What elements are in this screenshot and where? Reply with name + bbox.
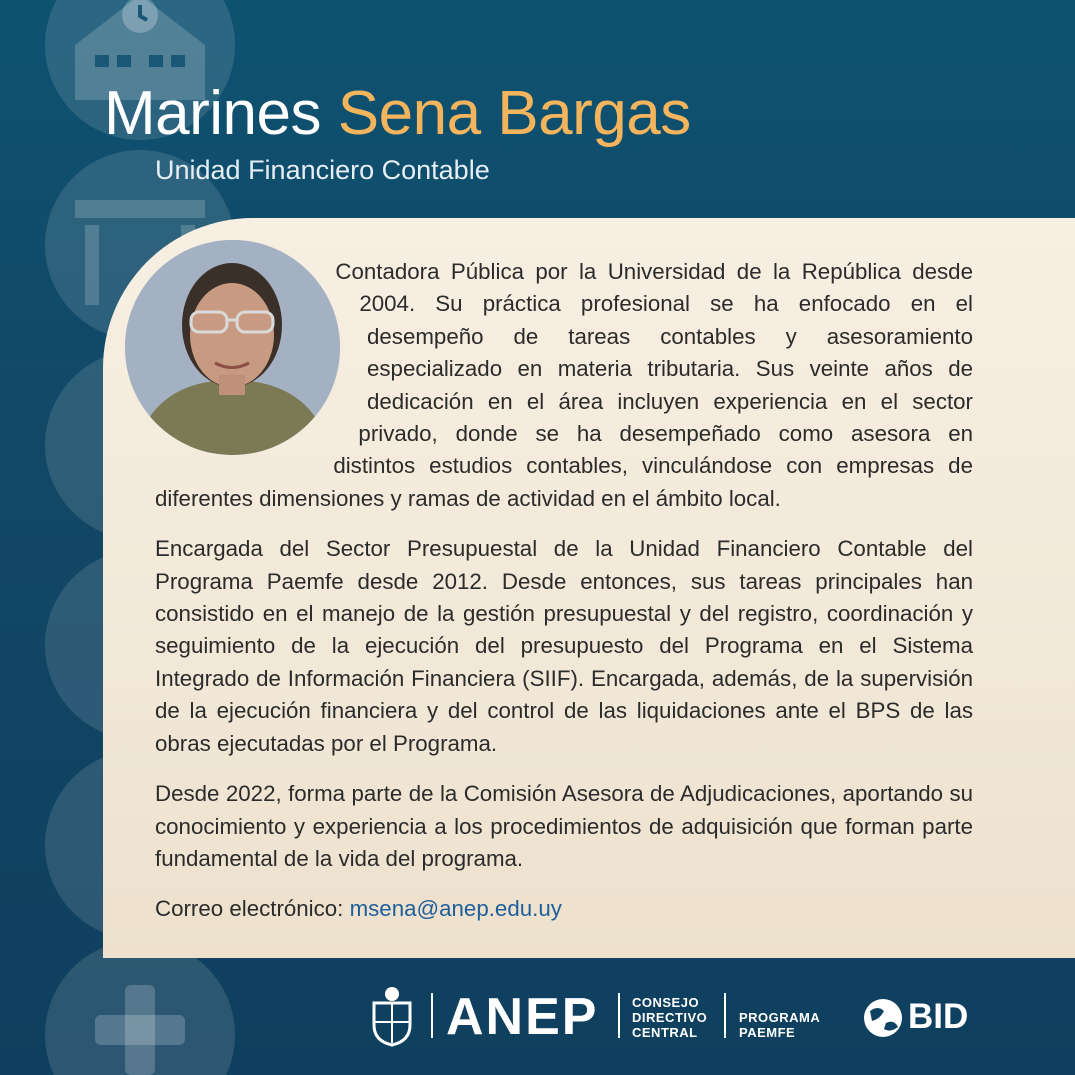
consejo-logo-text [632,995,707,1040]
bid-logo: BID [908,997,969,1036]
consejo-line-3: CENTRAL [632,1025,698,1040]
name-accent: Sena Bargas [337,79,691,148]
person-name [104,78,691,149]
unit-subtitle: Unidad Financiero Contable [155,155,490,185]
anep-logo: ANEP [446,988,599,1046]
programa-logo-text [739,1010,820,1040]
consejo-line-2: DIRECTIVO [632,1010,708,1025]
consejo-line-1: CONSEJO [632,995,700,1010]
email-label: Correo electrónico: [155,896,344,922]
globe-icon [862,997,904,1039]
shield-crest-icon [366,985,418,1047]
bio-paragraph-2: Encargada del Sector Presupuestal de la Unidad Financiero Contable del Programa Paemfe desde 2012. Desde entonces, sus tareas principales han consistido en el manejo de la gestión presupuestal y del registro, coordinación y seguimiento de la ejecución del presupuesto del Programa en el Sistema Integrado de Información Financiera (SIIF). Encargada, además, de la supervisión de la ejecución financiera y del control de las liquidaciones ante el BPS de las obras ejecutadas por el Programa. [155,536,973,756]
bio-paragraph-3: Desde 2022, forma parte de la Comisión Asesora de Adjudicaciones, aportando su conocimiento y experiencia a los procedimientos de adquisición que forman parte fundamental de la vida del programa. [155,781,973,871]
footer-logos [0,985,1075,1075]
photo-wrap-spacer [155,256,367,481]
email-link[interactable]: msena@anep.edu.uy [349,896,562,922]
separator-1 [431,993,433,1038]
email-line [155,893,973,925]
separator-3 [724,993,726,1038]
programa-line-1: PROGRAMA [739,1010,821,1025]
bio-text [155,256,973,944]
bio-paragraph-1: Contadora Pública por la Universidad de la República desde 2004. Su práctica profesional se ha enfocado en el desempeño de tareas contables y asesoramiento especializado en materia tributaria. Sus veinte años de dedicación en el área incluyen experiencia en el sector privado, donde se ha desempeñado como asesora en distintos estudios contables, vinculándose con empresas de diferentes dimensiones y ramas de actividad en el ámbito local. [155,259,973,511]
programa-line-2: PAEMFE [739,1025,796,1040]
name-first: Marines [104,79,322,148]
separator-2 [618,993,620,1038]
